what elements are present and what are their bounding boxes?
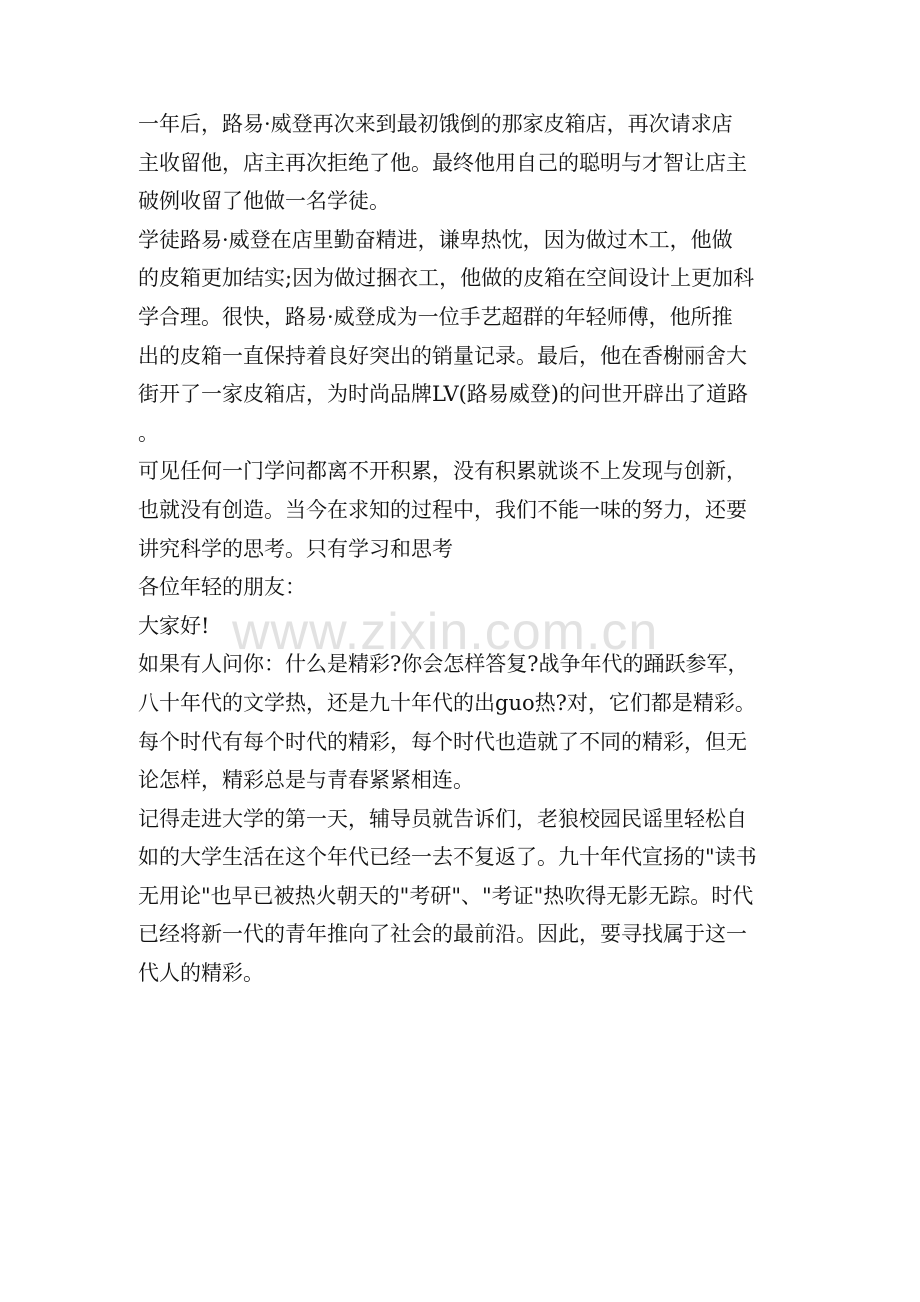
text-line: 。 [138, 420, 159, 445]
text-line: 论怎样，精彩总是与青春紧紧相连。 [138, 768, 474, 793]
text-line: 讲究科学的思考。只有学习和思考 [138, 536, 453, 561]
text-line: 大家好! [138, 613, 210, 638]
text-line: 一年后，路易·威登再次来到最初饿倒的那家皮箱店，再次请求店 [138, 112, 733, 136]
text-line: 的皮箱更加结实;因为做过捆衣工，他做的皮箱在空间设计上更加科 [138, 266, 755, 291]
text-line: 八十年代的文学热，还是九十年代的出guo热?对，它们都是精彩。 [138, 690, 756, 715]
text-line: 出的皮箱一直保持着良好突出的销量记录。最后，他在香榭丽舍大 [138, 343, 747, 368]
text-line: 学徒路易·威登在店里勤奋精进，谦卑热忱，因为做过木工，他做 [138, 227, 733, 252]
text-line: 无用论"也早已被热火朝天的"考研"、"考证"热吹得无影无踪。时代 [138, 883, 754, 908]
text-line: 主收留他，店主再次拒绝了他。最终他用自己的聪明与才智让店主 [138, 150, 747, 175]
text-line: 学合理。很快，路易·威登成为一位手艺超群的年轻师傅，他所推 [138, 304, 733, 329]
text-line: 破例收留了他做一名学徒。 [138, 189, 390, 214]
text-line: 可见任何一门学问都离不开积累，没有积累就谈不上发现与创新， [138, 459, 747, 484]
text-line: 如的大学生活在这个年代已经一去不复返了。九十年代宣扬的"读书 [138, 845, 757, 870]
text-line: 已经将新一代的青年推向了社会的最前沿。因此，要寻找属于这一 [138, 922, 747, 947]
text-line: 也就没有创造。当今在求知的过程中，我们不能一味的努力，还要 [138, 497, 747, 522]
text-line: 记得走进大学的第一天，辅导员就告诉们，老狼校园民谣里轻松自 [138, 806, 747, 831]
text-line: 每个时代有每个时代的精彩，每个时代也造就了不同的精彩，但无 [138, 729, 747, 754]
document-body [138, 105, 778, 993]
text-line: 街开了一家皮箱店，为时尚品牌LV(路易威登)的问世开辟出了道路 [138, 382, 749, 407]
text-line: 如果有人问你：什么是精彩?你会怎样答复?战争年代的踊跃参军， [138, 652, 749, 677]
text-line: 各位年轻的朋友： [138, 575, 306, 600]
watermark: www.zixin.com.cn [232, 603, 659, 661]
text-line: 代人的精彩。 [138, 961, 264, 986]
